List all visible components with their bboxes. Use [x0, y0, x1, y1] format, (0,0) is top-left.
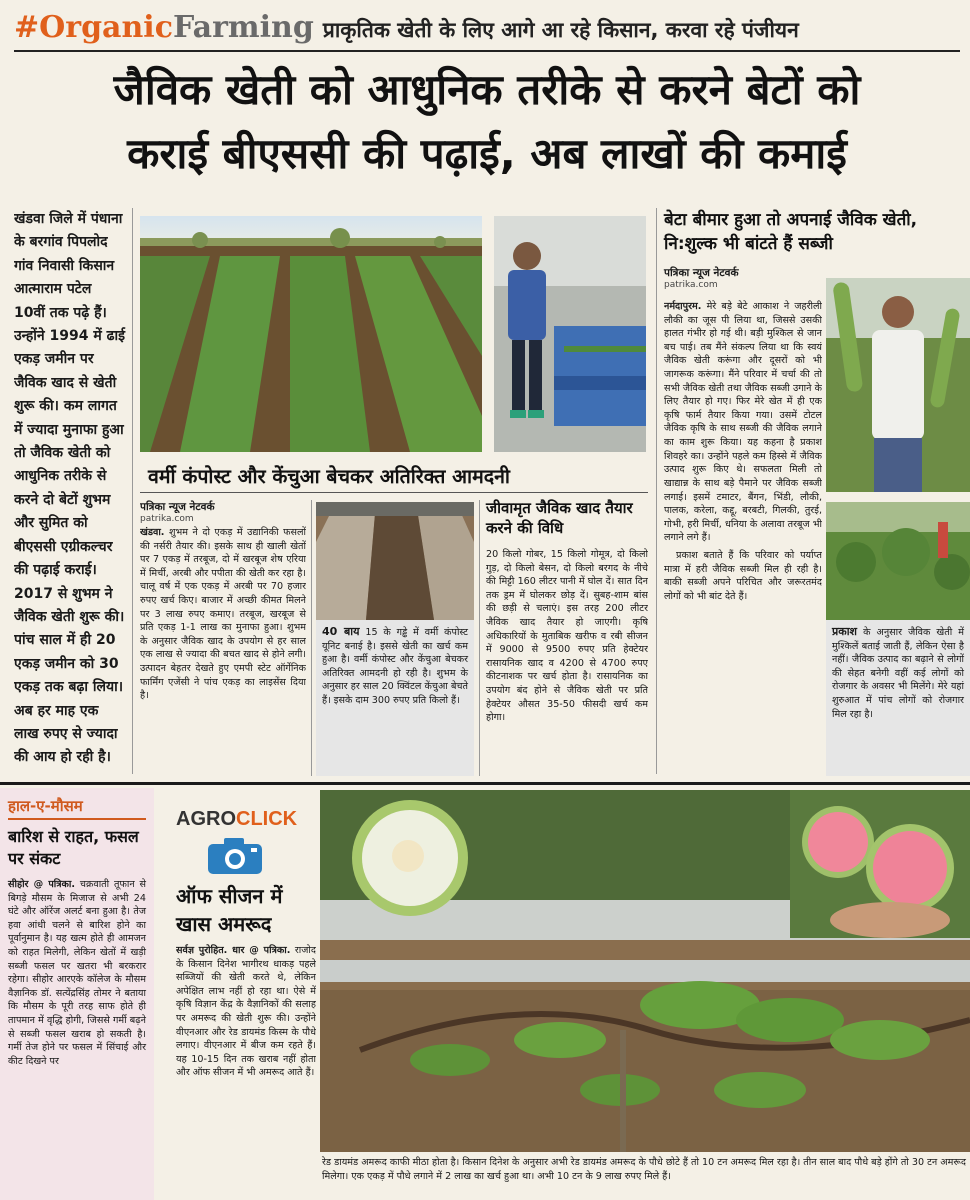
weather-box [0, 788, 154, 1200]
right-byline: पत्रिका न्यूज नेटवर्क [664, 267, 739, 279]
vermi-caption-lead: 40 बाय [322, 625, 360, 638]
red-guava-photo [790, 790, 970, 938]
agroclick-column [176, 944, 316, 1180]
vermi-pit-photo [316, 502, 474, 620]
camera-icon [206, 836, 264, 876]
weather-body: चक्रवाती तूफान से बिगड़े मौसम के मिजाज से अभी 24 घंटे और ऑरेंज अलर्ट बना हुआ है। तेज हवा आंधी चलने से बारिश होने का पूर्वानुमान है। यह खत्म होते ही आमजन को राहत मिलेगी, लेकिन खेतों में खड़ी सब्जी फसल पर खतरा भी बरकरार रहेगा। सीहोर आरएके कॉलेज के मौसम वैज्ञानिक डॉ. सत्येंद्रसिंह तोमर ने बताया कि मौसम के पूरी तरह साफ होते ही तापमान में वृद्धि होगी, जिससे गर्मी बढ़ने से सब्जी फसल खराब हो सकती है। गर्मी तेज होने पर फसल में सिंचाई और कीट दिखने पर [8, 879, 146, 1067]
agroclick-byline: सर्वज्ञ पुरोहित. धार @ पत्रिका. [176, 945, 291, 956]
jivamrit-body: 20 किलो गोबर, 15 किलो गोमूत्र, दो किलो गुड़, दो किलो बेसन, दो किलो बरगद के नीचे की मिट्टी 160 लीटर पानी में घोल दें। सात दिन तक ड्रम में घोलकर छोड़ दें। सुबह-शाम बांस की छड़ी से चलाएं। इस तरह 200 लीटर जैविक खाद तैयार हो जाएगी। कृषि अधिकारियों के मुताबिक खरीफ व रबी सीजन में 9000 से 9500 रुपए प्रति हेक्टेयर रासायनिक खाद व 4200 से 4700 रुपए कीटनाशक पर खर्च होता है। रासायनिक का उपयोग बंद होने से जैविक खेती पर प्रति हेक्टेयर औसत 35-50 फीसदी खर्च कम होगा। [486, 549, 648, 724]
vermi-caption-box [316, 620, 474, 776]
vermi-caption: 15 के गड्ढे में वर्मी कंपोस्ट यूनिट बनाई है। इससे खेती का खर्च कम हुआ है। वर्मी कंपोस्ट और केंचुआ बेचकर अतिरिक्त आमदनी हो रही है। शुभम के अनुसार हर साल 20 क्विंटल केंचुआ बेचते हैं। इसके दाम 300 रुपए प्रति किलो हैं। [322, 627, 468, 707]
headline-line-2: कराई बीएससी की पढ़ाई, अब लाखों की कमाई [127, 129, 847, 178]
left-column-intro [14, 208, 126, 778]
right-byline-block [664, 266, 824, 290]
agroclick-click: CLICK [236, 808, 298, 830]
farmer-with-gourds-photo [826, 278, 970, 492]
agroclick-agro: AGRO [176, 808, 236, 830]
guava-cut-photo [348, 798, 472, 918]
agroclick-body: राजोद के किसान दिनेश भागीरथ धाकड़ पहले सब्जियों की खेती करते थे, लेकिन अपेक्षित लाभ नहीं हो रहा था। ऐसे में कृषि विज्ञान केंद्र के वैज्ञानिकों की सलाह पर अमरूद की खेती शुरू की। उन्होंने वीएनआर और रेड डायमंड किस्म के पौधे लगाए। वीएनआर में बीज कम रहते हैं। यह 10-15 दिन तक खराब नहीं होता और ऑफ सीजन में भी अमरूद आते हैं। [176, 945, 316, 1079]
vermi-site: patrika.com [140, 514, 194, 524]
weather-headline: बारिश से राहत, फसल पर संकट [8, 827, 139, 868]
right-story-headline: बेटा बीमार हुआ तो अपनाई जैविक खेती, नि:शुल्क भी बांटते हैं सब्जी [664, 210, 918, 254]
headline-line-1: जैविक खेती को आधुनिक तरीके से करने बेटों को [113, 65, 861, 114]
jivamrit-heading: जीवामृत जैविक खाद तैयार करने की विधि [486, 499, 633, 537]
right-caption-box [826, 620, 970, 776]
right-body: मेरे बड़े बेटे आकाश ने जहरीली लौकी का जूस पी लिया था, जिससे उसकी हालत गंभीर हो गई थी। बड़ी मुश्किल से जान बच पाई। तब मैंने संकल्प लिया था कि स्वयं जैविक खेती करूंगा और दूसरों को भी जागरूक करूंगा। मैंने परिवार में चर्चा की तो सभी जैविक खेती तथा जैविक सब्जी उगाने के लिए तैयार हो गए। फिर मेरे खेत में ही एक कृषि फार्म तैयार किया गया। उसमें टोटल जैविक कृषि के साथ सब्जी की जैविक लगाने का काम शुरू किया। यह कहना है प्रकाश शिवहरे का। उन्होंने पहले कम हिस्से में जैविक उत्पाद शुरू किए थे। सफलता मिली तो खाद्यान्न के साथ बड़े पैमाने पर जैविक सब्जी लगाई। इसमें टमाटर, बैंगन, भिंडी, लौकी, पालक, करेला, कद्दू, बरबटी, गिलकी, तुरई, गोभी, हरी मिर्ची, धनिया के अलावा तरबूज भी लगाने लगे हैं। [664, 301, 822, 544]
vermi-subhead: वर्मी कंपोस्ट और केंचुआ बेचकर अतिरिक्त आमदनी [148, 465, 510, 488]
vegetable-farm-photo [826, 502, 970, 620]
weather-tag: हाल-ए-मौसम [8, 797, 83, 815]
right-body-2: प्रकाश बताते हैं कि परिवार को पर्याप्त मात्रा में हरी जैविक सब्जी मिल ही रही है। बाकी सब्जी अपने परिचित और जरूरतमंद लोगों को भी बांट देते हैं। [664, 549, 822, 602]
weather-dateline: सीहोर @ पत्रिका. [8, 879, 76, 890]
hashtag-farming: Farming [172, 10, 314, 45]
left-column-text: खंडवा जिले में पंधाना के बरगांव पिपलोद गांव निवासी किसान आत्माराम पटेल 10वीं तक पढ़े हैं। उन्होंने 1994 में ढाई एकड़ जमीन पर जैविक खाद से खेती शुरू की। कम लागत में ज्यादा मुनाफा हुआ तो जैविक खेती को आधुनिक तरीके से करने दो बेटों शुभम और सुमित को बीएससी एग्रीकल्चर की पढ़ाई कराई। 2017 से शुभम ने जैविक खेती शुरू की। पांच साल में ही 20 एकड़ जमीन को 30 एकड़ तक बढ़ा लिया। अब हर माह एक लाख रुपए से ज्यादा की आय हो रही है। [14, 211, 126, 766]
topline-strap: प्राकृतिक खेती के लिए आगे आ रहे किसान, करवा रहे पंजीयन [322, 18, 799, 42]
agroclick-brand [176, 808, 297, 831]
vermi-byline: पत्रिका न्यूज नेटवर्क [140, 501, 215, 513]
jivamrit-column [486, 548, 648, 780]
right-story-column [664, 300, 822, 776]
hashtag-organic: #Organic [14, 10, 173, 45]
topline [14, 10, 960, 50]
field-photo [140, 216, 482, 452]
vermi-dateline: खंडवा. [140, 527, 165, 538]
guava-photo-caption: रेड डायमंड अमरूद काफी मीठा होता है। किसान दिनेश के अनुसार अभी रेड डायमंड अमरूद के पौधे छोटे हैं तो 10 टन अमरूद मिल रहा है। तीन साल बाद पौधे बड़े होंगे तो 30 टन अमरूद मिलेगा। एक एकड़ में पौधे लगाने में 2 लाख का खर्च हुआ था। अभी 10 टन के 9 लाख रुपए मिले हैं। [322, 1157, 966, 1182]
vermi-column [140, 500, 306, 780]
main-headline [14, 58, 960, 186]
right-site: patrika.com [664, 280, 718, 290]
vermi-body: शुभम ने दो एकड़ में उद्यानिकी फसलों की नर्सरी तैयार की। इसके साथ ही खाली खेतों पर 7 एकड़ में तरबूज, दो में खरबूज शेष एरिया में मिर्ची, अरबी और पपीता की खेती कर रहा है। चालू वर्ष में एक एकड़ में अरबी पर 70 हजार रुपए खर्च किए। बाजार में अच्छी कीमत मिलने पर 3 लाख रुपए कमाए। तरबूज, खरबूज से प्रति एकड़ 1-1 लाख का मुनाफा हुआ। शुभम के अनुसार जैविक खाद के उपयोग से हर साल एक लाख से ज्यादा की बचत खाद से होने लगी। उत्पादन बेहतर देखते हुए एमपी स्टेट ऑर्गेनिक फार्मिंग एजेंसी ने पांच एकड़ का लाइसेंस दिया है। [140, 527, 306, 702]
agroclick-headline: ऑफ सीजन में खास अमरूद [176, 884, 283, 936]
right-caption-lead: प्रकाश [832, 625, 858, 638]
right-dateline: नर्मदापुरम. [664, 301, 702, 312]
right-caption: के अनुसार जैविक खेती में मुश्किलें बताई जाती हैं, लेकिन ऐसा है नहीं। जैविक उत्पाद का बढ़ाने से लोगों की सेहत बनेगी वहीं कई लोगों को रोजगार के अवसर भी मिलेंगे। मेरे यहां शुरुआत में पांच लोगों को रोजगार मिल रहा है। [832, 627, 964, 720]
greenhouse-farmer-photo [494, 216, 646, 452]
